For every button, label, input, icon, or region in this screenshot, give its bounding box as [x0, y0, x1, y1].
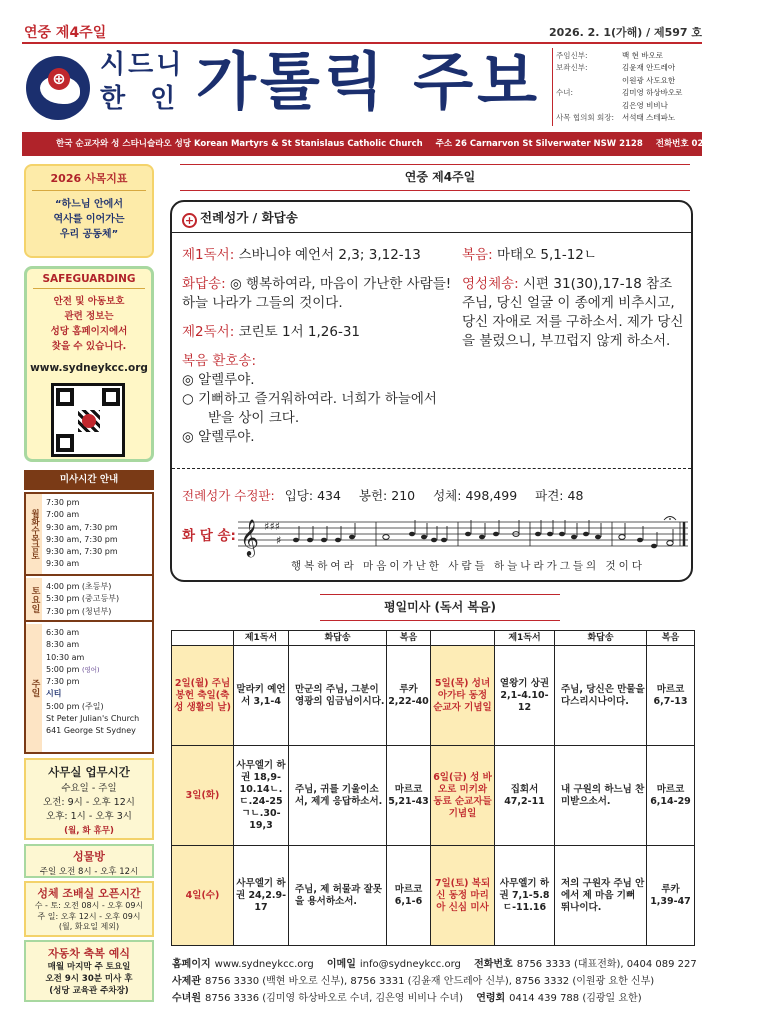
- car-blessing-line: (성당 교육관 주차장): [49, 986, 129, 996]
- city-line: 5:00 pm (주일): [46, 701, 104, 711]
- table-row: [172, 846, 695, 946]
- car-blessing-title: 자동차 축복 예식: [47, 947, 131, 960]
- car-blessing-line: 매월 마지막 주 토요일: [47, 962, 131, 972]
- adoration-box: [24, 881, 154, 937]
- card-title-divider: [172, 232, 691, 233]
- gospel-label: 복음:: [462, 247, 493, 263]
- safeguarding-divider: [33, 288, 145, 289]
- address-bar: [22, 132, 757, 156]
- mass-time: 9:30 am: [46, 559, 80, 569]
- city-line: 641 George St Sydney: [46, 726, 136, 736]
- mass-time-english: [46, 664, 139, 676]
- motto-line: 우리 공동체”: [59, 229, 119, 240]
- hymn-key: 성체:: [433, 488, 462, 503]
- cross-icon: ⊕: [48, 68, 70, 90]
- first-reading-label: 제1독서:: [182, 247, 235, 263]
- qr-finder: [56, 388, 74, 406]
- car-blessing-line: 오전 9시 30분 미사 후: [45, 974, 133, 984]
- hymn-value: 48: [567, 488, 584, 503]
- mass-time: 8:30 am: [46, 640, 80, 650]
- staff-divider: [552, 48, 553, 126]
- association-phone: 0414 439 788 (김광일 요한): [509, 993, 642, 1004]
- weekday-times: [46, 497, 118, 571]
- staff-row: 사목 협의회 회장: 서석태 스테파노: [556, 113, 676, 123]
- psalm-cell: 내 구원의 하느님 찬미받으소서.: [555, 746, 647, 846]
- convent-phone: 8756 3336 (김미영 하상바오로 수녀, 김은영 비비나 수녀): [204, 993, 463, 1004]
- staff-row: 보좌신부: 김윤재 안드레아: [556, 63, 676, 73]
- saturday-mass: [26, 578, 152, 622]
- rectory-phones: 8756 3330 (백현 바오로 신부), 8756 3331 (김윤재 안드레아 신부), 8756 3332 (이원광 요한 신부): [204, 976, 655, 987]
- acclamation-line: ◎ 알렐루야.: [182, 429, 255, 445]
- staff-row: 주임신부: 백 현 바오로: [556, 51, 663, 60]
- mass-time: 9:30 am, 7:30 pm: [46, 522, 118, 532]
- mass-time: 6:30 am: [46, 628, 80, 637]
- weekday-mass: [26, 494, 152, 576]
- car-blessing-box: [24, 940, 154, 1002]
- rectory-label: 사제관: [172, 976, 201, 987]
- mass-time: 9:30 am, 7:30 pm: [46, 534, 118, 544]
- adoration-title: 성체 조배실 오픈시간: [37, 887, 141, 900]
- svg-text:♯♯♯: ♯♯♯: [264, 520, 280, 533]
- section-title: 연중 제4주일: [404, 170, 476, 184]
- second-reading: [182, 323, 462, 342]
- mass-time: 4:00 pm (초등부): [46, 582, 112, 591]
- mass-time: 7:00 am: [46, 510, 80, 520]
- office-hours-title: 사무실 업무시간: [48, 765, 130, 779]
- staff-list: [556, 50, 704, 124]
- issue-date: 2026. 2. 1(가해) / 제597 호: [549, 26, 702, 39]
- adoration-line: 수 - 토: 오전 08시 - 오후 09시: [34, 901, 144, 910]
- day-cell: 2일(월) 주님 봉헌 축일(축성 생활의 날): [172, 646, 234, 746]
- dashed-divider: [172, 468, 691, 469]
- card-title: [182, 208, 298, 228]
- email-label: 이메일: [326, 959, 356, 970]
- column-header: 화답송: [555, 631, 647, 646]
- mass-time: 7:30 pm: [46, 498, 80, 507]
- reading-cell: 집회서 47,2-11: [495, 746, 555, 846]
- title-korean: 한 인: [100, 84, 184, 114]
- office-hours-box: [24, 758, 154, 840]
- hymn-key: 봉헌:: [358, 488, 388, 503]
- gift-shop-title: 성물방: [73, 850, 105, 863]
- psalm-text: ◎ 행복하여라, 마음이 가난한 사람들! 하늘 나라가 그들의 것이다.: [182, 276, 452, 311]
- hymn-value: 498,499: [465, 488, 518, 503]
- psalm-label: 화답송:: [182, 276, 226, 292]
- hymn-value: 434: [317, 488, 341, 503]
- mass-time: 7:30 pm: [46, 677, 80, 687]
- psalm-cell: 저의 구원자 주님 안에서 제 마음 기뻐 뛰나이다.: [555, 846, 647, 946]
- week-label: 연중 제4주일: [24, 25, 107, 41]
- mass-time: 7:30 pm (청년부): [46, 606, 112, 616]
- footer-line: [172, 973, 702, 990]
- safeguarding-line: 관련 정보는: [64, 311, 114, 322]
- communion-antiphon: [462, 275, 688, 351]
- first-reading-text: 스바니야 예언서 2,3; 3,12-13: [238, 247, 421, 263]
- communion-text: 시편 31(30),17-18 참조 주님, 당신 얼굴 이 종에게 비추시고, 당신 자애로 저를 구하소서. 제가 당신을 불렀으니, 부끄럽지 않게 하소서.: [462, 276, 684, 349]
- hymn-label: 전례성가 수정판:: [182, 488, 275, 503]
- day-cell: 5일(목) 성녀 아가타 동정 순교자 기념일: [431, 646, 495, 746]
- readings-left: [182, 246, 462, 447]
- psalm-lyrics: 행복하여라 마음이가난한 사람들 하늘나라가그들의 것이다: [291, 560, 645, 572]
- reading-cell: 말라키 예언서 3,1-4: [234, 646, 289, 746]
- qr-finder: [102, 388, 120, 406]
- convent-label: 수녀원: [172, 993, 201, 1004]
- qr-code-icon[interactable]: [51, 383, 125, 457]
- svg-text:𝄞: 𝄞: [240, 518, 259, 556]
- responsorial-psalm: [182, 275, 462, 313]
- second-reading-label: 제2독서:: [182, 324, 235, 340]
- sunday-mass: [26, 624, 152, 752]
- mass-time: 5:30 pm (중고등부): [46, 594, 120, 604]
- psalm-cell: 주님, 제 허물과 잘못을 용서하소서.: [289, 846, 387, 946]
- column-header: 화답송: [289, 631, 387, 646]
- english-note: (영어): [81, 665, 100, 674]
- reading-cell: 사무엘기 하권 18,9-10.14ㄴ.ㄷ.24-25ㄱㄴ.30-19,3: [234, 746, 289, 846]
- adoration-line: (월, 화요일 제외): [58, 922, 120, 931]
- staff-row: 이원광 사도요한: [622, 75, 676, 85]
- reading-cell: 사무엘기 하권 7,1-5.8ㄷ-11.16: [495, 846, 555, 946]
- phone-label: 전화번호: [474, 959, 513, 970]
- readings-right: [462, 246, 688, 361]
- motto-line: “하느님 안에서: [54, 199, 123, 210]
- reading-cell: 사무엘기 하권 24,2.9-17: [234, 846, 289, 946]
- homepage-label: 홈페이지: [172, 959, 211, 970]
- reading-cell: 열왕기 상권 2,1-4.10-12: [495, 646, 555, 746]
- mass-time: 5:00 pm: [46, 664, 80, 674]
- office-hours-line: 오전: 9시 - 오후 12시: [43, 797, 135, 808]
- column-header: 복음: [387, 631, 431, 646]
- daily-mass-title: 평일미사 (독서 복음): [383, 600, 497, 614]
- safeguarding-line: 안전 및 아동보호: [53, 296, 125, 307]
- day-cell: 6일(금) 성 바오로 미키와 동료 순교자들 기념일: [431, 746, 495, 846]
- column-header: [431, 631, 495, 646]
- day-cell: 3일(화): [172, 746, 234, 846]
- section-rule-bottom: [180, 190, 690, 191]
- qr-finder: [56, 434, 74, 452]
- safeguarding-box: [24, 266, 154, 462]
- adoration-line: 주 일: 오후 12시 - 오후 09시: [37, 911, 141, 921]
- mass-time: 10:30 am: [46, 652, 85, 662]
- church-phone: 전화번호 02 8756 3333: [655, 139, 757, 149]
- column-header: 제1독서: [234, 631, 289, 646]
- first-reading: [182, 246, 462, 265]
- safeguarding-title: SAFEGUARDING: [42, 273, 136, 285]
- association-label: 연령회: [476, 993, 506, 1004]
- gospel-cell: 마르코 6,1-6: [387, 846, 431, 946]
- hymn-value: 210: [391, 488, 416, 503]
- footer-line: [172, 956, 702, 973]
- parish-logo: [26, 56, 90, 120]
- motto-divider: [32, 190, 146, 191]
- staff-row: 수녀: 김미영 하상바오로: [556, 88, 683, 98]
- card-title-text: 전례성가 / 화답송: [200, 210, 298, 225]
- gospel-text: 마태오 5,1-12ㄴ: [496, 247, 597, 263]
- footer-line: [172, 990, 702, 1007]
- qr-logo-icon: [82, 414, 96, 428]
- gospel-acclamation: [182, 352, 462, 447]
- gospel: [462, 246, 688, 265]
- acclamation-label: 복음 환호송:: [182, 353, 257, 369]
- safeguarding-line: 성당 홈페이지에서: [50, 326, 128, 337]
- psalm-cell: 주님, 귀를 기울이소서, 제게 응답하소서.: [289, 746, 387, 846]
- motto-line: 역사를 이어가는: [53, 214, 125, 225]
- motto-box: [24, 164, 154, 258]
- section-rule-top: [180, 164, 690, 165]
- page-title: 가톨릭 주보: [196, 45, 542, 118]
- gospel-cell: 마르코 6,14-29: [647, 746, 695, 846]
- day-cell: 4일(수): [172, 846, 234, 946]
- saturday-times: [46, 581, 119, 618]
- psalm-music-label: 화 답 송:: [182, 528, 236, 544]
- motto-title: 2026 사목지표: [50, 172, 128, 185]
- safeguarding-line: 찾을 수 있습니다.: [51, 341, 127, 352]
- daily-mass-table: [171, 630, 695, 946]
- acclamation-line: ◎ 알렐루야.: [182, 372, 255, 388]
- phone-number: 8756 3333 (대표전화), 0404 089 227: [516, 959, 697, 970]
- gift-shop-box: [24, 844, 154, 878]
- homepage-link[interactable]: www.sydneykcc.org: [214, 959, 314, 970]
- church-address: 주소 26 Carnarvon St Silverwater NSW 2128: [435, 139, 643, 149]
- acclamation-line: ○ 기뻐하고 즐거워하여라. 너희가 하늘에서: [182, 391, 437, 407]
- hymn-key: 파견:: [535, 488, 564, 503]
- second-reading-text: 코린토 1서 1,26-31: [238, 324, 361, 340]
- cross-icon: +: [182, 213, 197, 228]
- hymn-numbers: [182, 486, 597, 504]
- staff-row: 김은영 비비나: [622, 100, 668, 110]
- title-sydney: 시드니: [100, 50, 185, 80]
- mass-time: 9:30 am, 7:30 pm: [46, 547, 118, 557]
- mass-times-table: [24, 492, 154, 754]
- gift-shop-hours: 주일 오전 8시 - 오후 12시: [39, 867, 139, 877]
- table-header-row: [172, 631, 695, 646]
- gospel-cell: 루카 1,39-47: [647, 846, 695, 946]
- daily-rule-top: [320, 594, 560, 595]
- weekday-label: 월화수목금토: [26, 494, 42, 574]
- saturday-label: 토요일: [26, 578, 42, 620]
- sunday-times: [46, 627, 139, 738]
- city-label: 시티: [46, 689, 62, 699]
- column-header: 제1독서: [495, 631, 555, 646]
- gospel-cell: 마르코 6,7-13: [647, 646, 695, 746]
- table-row: [172, 746, 695, 846]
- office-hours-line: 수요일 - 주일: [61, 783, 117, 794]
- psalm-cell: 만군의 주님, 그분이 영광의 임금님이시다.: [289, 646, 387, 746]
- gospel-cell: 마르코 5,21-43: [387, 746, 431, 846]
- column-header: [172, 631, 234, 646]
- hymn-key: 입당:: [284, 488, 314, 503]
- contact-footer: [172, 956, 702, 1007]
- psalm-cell: 주님, 당신은 만물을 다스리시나이다.: [555, 646, 647, 746]
- email-link[interactable]: info@sydneykcc.org: [359, 959, 461, 970]
- table-row: [172, 646, 695, 746]
- acclamation-line: 받을 상이 크다.: [208, 410, 300, 426]
- sunday-label: 주일: [26, 624, 42, 752]
- day-cell: 7일(토) 복되신 동정 마리아 신심 미사: [431, 846, 495, 946]
- communion-label: 영성체송:: [462, 276, 519, 292]
- office-hours-line: 오후: 1시 - 오후 3시: [46, 811, 132, 822]
- daily-rule-bottom: [320, 620, 560, 621]
- column-header: 복음: [647, 631, 695, 646]
- office-closed-note: (월, 화 휴무): [64, 826, 114, 836]
- music-staff-icon: [238, 514, 690, 558]
- gospel-cell: 루카 2,22-40: [387, 646, 431, 746]
- mass-times-title: 미사시간 안내: [24, 470, 154, 490]
- website-link[interactable]: www.sydneykcc.org: [30, 362, 148, 374]
- church-name: 한국 순교자와 성 스타니슬라오 성당 Korean Martyrs & St Stanislaus Catholic Church: [56, 139, 423, 149]
- city-line: St Peter Julian's Church: [46, 714, 140, 724]
- svg-text:♯: ♯: [276, 534, 282, 547]
